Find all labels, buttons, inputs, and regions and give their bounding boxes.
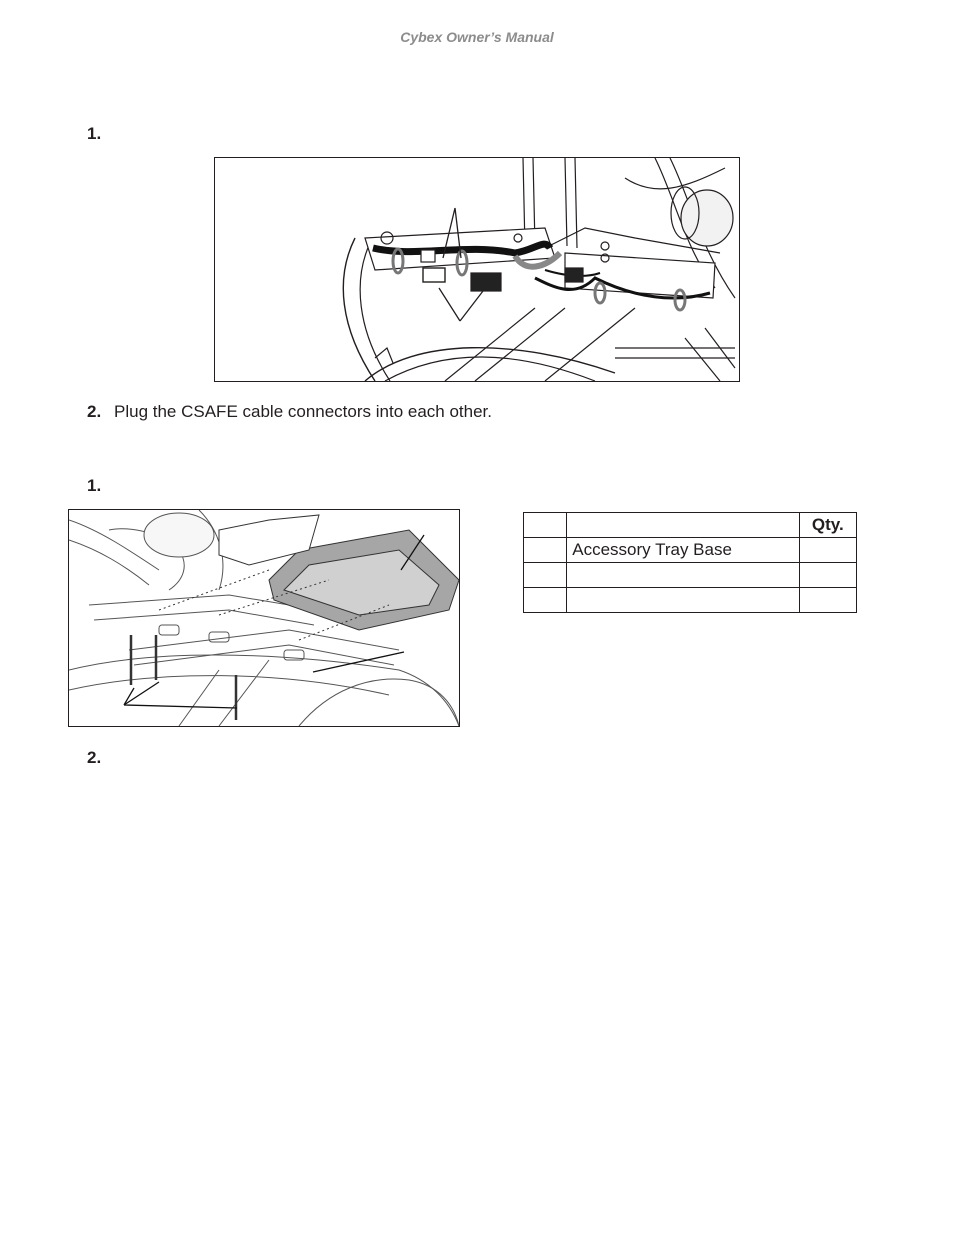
csafe-cable-illustration bbox=[214, 157, 740, 382]
table-cell bbox=[799, 588, 856, 613]
table-row bbox=[524, 538, 857, 563]
section2-step1 bbox=[87, 476, 114, 496]
section2-step2 bbox=[87, 748, 114, 768]
parts-table bbox=[523, 512, 857, 613]
table-cell bbox=[799, 563, 856, 588]
table-row bbox=[524, 588, 857, 613]
table-cell bbox=[524, 538, 567, 563]
step-number: 2. bbox=[87, 402, 102, 421]
table-cell bbox=[567, 563, 799, 588]
table-cell bbox=[567, 588, 799, 613]
step-number: 1. bbox=[87, 476, 102, 495]
step-text: Plug the CSAFE cable connectors into each other. bbox=[114, 402, 493, 421]
table-header-cell bbox=[524, 513, 567, 538]
accessory-tray-illustration bbox=[68, 509, 460, 727]
table-header-row bbox=[524, 513, 857, 538]
section1-step1 bbox=[87, 124, 114, 144]
table-cell bbox=[524, 563, 567, 588]
table-row bbox=[524, 563, 857, 588]
table-cell bbox=[799, 538, 856, 563]
table-cell: Accessory Tray Base bbox=[567, 538, 799, 563]
table-header-cell bbox=[567, 513, 799, 538]
qty-header: Qty. bbox=[799, 513, 856, 538]
step-number: 2. bbox=[87, 748, 102, 767]
section1-step2 bbox=[87, 402, 492, 422]
table-cell bbox=[524, 588, 567, 613]
page-header: Cybex Owner’s Manual bbox=[400, 29, 554, 45]
step-number: 1. bbox=[87, 124, 102, 143]
